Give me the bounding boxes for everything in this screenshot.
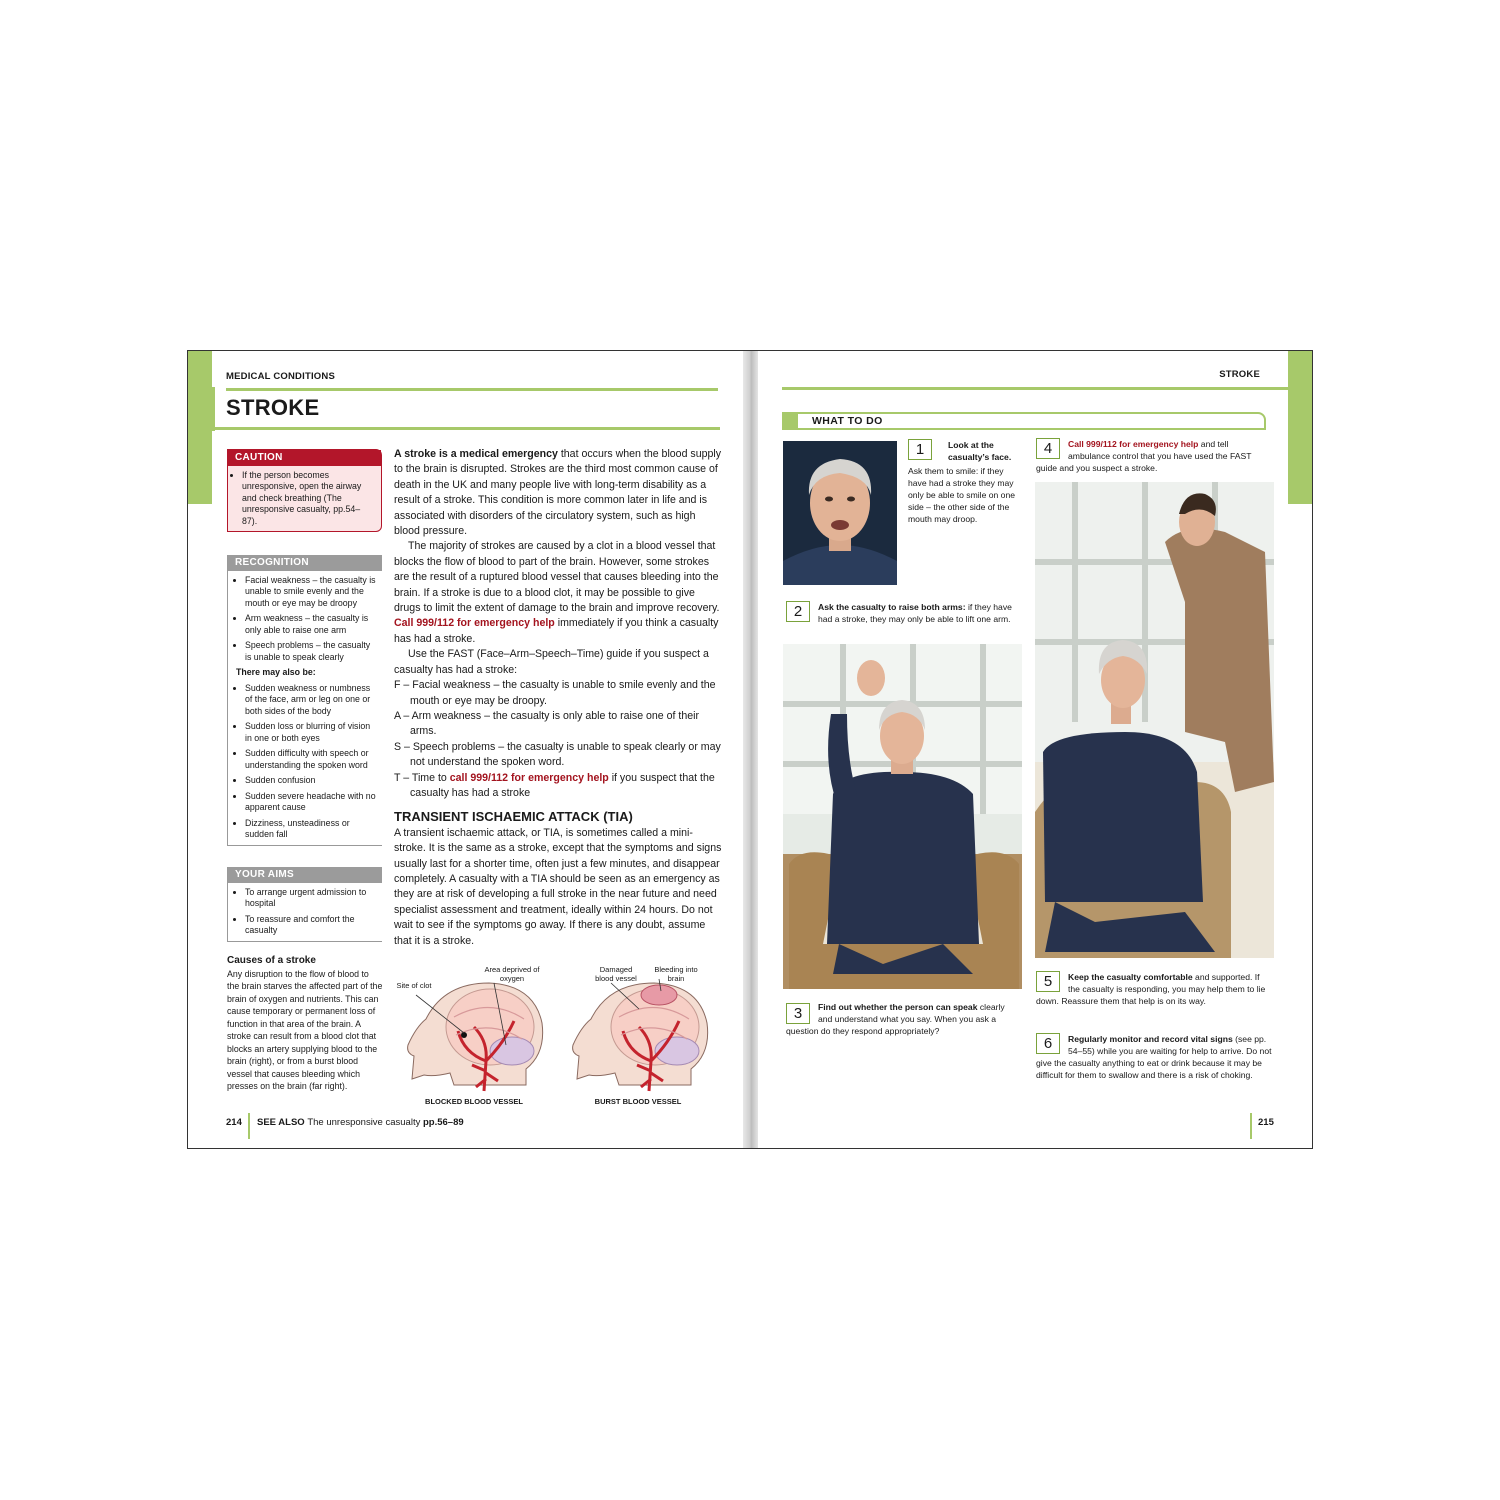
title-rule (212, 427, 720, 430)
step-number: 5 (1036, 971, 1060, 992)
step-number: 2 (786, 601, 810, 622)
burst-vessel-illustration (573, 979, 708, 1091)
callout-area-deprived: Area deprived of oxygen (484, 965, 540, 983)
step-1-text: Ask them to smile: if they have had a stroke they may only be able to smile on one side – the other side of the mouth may droop. (908, 466, 1016, 524)
fast-a: A – Arm weakness – the casualty is only able to raise one of their arms. (394, 709, 700, 738)
step-6-bold: Regularly monitor and record vital signs (1068, 1034, 1233, 1044)
causes-heading: Causes of a stroke (227, 955, 316, 966)
step-3 (786, 1001, 1018, 1037)
photo-calling-help (1035, 482, 1274, 958)
step-2-bold: Ask the casualty to raise both arms: (818, 602, 966, 612)
fast-t-call: call 999/112 for emergency help (449, 771, 609, 784)
recognition-also-item: • Dizziness, unsteadiness or sudden fall (245, 818, 378, 841)
fast-s: S – Speech problems – the casualty is unable to speak clearly or may not understand the spoken word. (394, 740, 721, 769)
step-4 (1036, 438, 1268, 474)
recognition-also-label: There may also be: (236, 667, 316, 677)
step-5 (1036, 971, 1272, 1007)
caution-heading: CAUTION (228, 450, 381, 466)
left-page (188, 351, 743, 1148)
photo-face (783, 441, 897, 585)
step-6 (1036, 1033, 1272, 1081)
recognition-also-item: • Sudden confusion (245, 775, 378, 787)
photo-calling-help-image (1035, 482, 1274, 958)
fast-t: T – Time to (394, 771, 450, 784)
callout-bleeding: Bleeding into brain (654, 965, 698, 983)
intro-lead: A stroke is a medical emergency (394, 448, 558, 460)
what-to-do-tab (784, 414, 798, 428)
page-number-rule-right (1250, 1113, 1252, 1139)
step-1-bold: Look at the casualty’s face. (948, 440, 1012, 462)
step-2 (786, 601, 1018, 625)
brain-illustrations (394, 961, 724, 1109)
intro-paragraph: that occurs when the blood supply to the brain is disrupted. Strokes are the third most common cause of death in the UK and many people live with long-term disability as a result of a stroke. This condition is more common later in life and is associated with disorders of the circulatory system, such as high blood pressure. (394, 448, 722, 538)
recognition-also-item: • Sudden loss or blurring of vision in one or both eyes (245, 721, 378, 744)
aims-heading: YOUR AIMS (228, 867, 382, 883)
recognition-heading: RECOGNITION (228, 555, 382, 571)
section-label-right: STROKE (1219, 369, 1260, 380)
caution-item: • If the person becomes unresponsive, open the airway and check breathing (The unresponsive casualty, pp.54–87). (242, 470, 373, 528)
section-label: MEDICAL CONDITIONS (226, 371, 335, 382)
left-page-green-tab (188, 351, 212, 504)
step-number: 1 (908, 439, 932, 460)
brain-figures (394, 961, 724, 1109)
caution-box (227, 449, 382, 532)
header-rule (226, 388, 718, 391)
blocked-vessel-illustration (408, 983, 543, 1091)
step-2-text: if they have had a stroke, they may only be able to lift one arm. (818, 602, 1012, 624)
step-5-bold: Keep the casualty comfortable (1068, 972, 1193, 982)
callout-damaged-vessel: Damaged blood vessel (595, 965, 637, 983)
recognition-also-item: • Sudden severe headache with no apparent cause (245, 791, 378, 814)
header-rule-right (782, 387, 1288, 390)
step-3-text: clearly and understand what you say. When you ask a question do they respond appropriately? (786, 1002, 1005, 1036)
figure-label-burst: BURST BLOOD VESSEL (594, 1097, 682, 1106)
step-4-text: and tell ambulance control that you have used the FAST guide and you suspect a stroke. (1036, 439, 1252, 473)
see-also-text: The unresponsive casualty (307, 1117, 423, 1128)
recognition-item: • Arm weakness – the casualty is only able to raise one arm (245, 613, 378, 636)
figure-label-blocked: BLOCKED BLOOD VESSEL (425, 1097, 523, 1106)
step-number: 4 (1036, 438, 1060, 459)
title-frame (212, 387, 221, 431)
right-page (758, 351, 1312, 1148)
intro-paragraph-2-end: immediately if you think a casualty has had a stroke. (394, 617, 719, 645)
step-3-bold: Find out whether the person can speak (818, 1002, 978, 1012)
aims-box (227, 867, 382, 942)
photo-face-image (783, 441, 897, 585)
fast-t-end: if you suspect that the casualty has had a stroke (410, 771, 715, 799)
book-spread (187, 350, 1313, 1149)
page-number-rule (248, 1113, 250, 1139)
what-to-do-heading: WHAT TO DO (812, 415, 883, 427)
causes-section (227, 955, 383, 1093)
see-also (257, 1117, 464, 1128)
what-to-do-banner (782, 412, 1266, 430)
step-1 (908, 439, 1020, 525)
recognition-also-item: • Sudden weakness or numbness of the face, arm or leg on one or both sides of the body (245, 683, 378, 718)
step-5-text: and supported. If the casualty is responding, you may help them to lie down. Reassure them that help is on its way. (1036, 972, 1266, 1006)
fast-f: F – Facial weakness – the casualty is unable to smile evenly and the mouth or eye may be droopy. (394, 679, 716, 707)
intro-paragraph-2: The majority of strokes are caused by a clot in a blood vessel that blocks the flow of blood to part of the brain. However, some strokes are the result of a ruptured blood vessel that causes bleeding into the brain. If a stroke is due to a blood clot, it may be possible to give drugs to limit the extent of damage to the brain and improve recovery. (394, 540, 720, 615)
right-page-green-tab (1288, 351, 1312, 504)
recognition-item: • Facial weakness – the casualty is unable to smile evenly and the mouth or eye may be droopy (245, 575, 378, 610)
step-4-bold: Call 999/112 for emergency help (1068, 439, 1199, 449)
main-text (394, 447, 724, 949)
step-number: 6 (1036, 1033, 1060, 1054)
photo-raising-arm (783, 644, 1022, 989)
recognition-box (227, 555, 382, 846)
photo-raising-arm-image (783, 644, 1022, 989)
emergency-call-text: Call 999/112 for emergency help (394, 617, 555, 630)
tia-text: A transient ischaemic attack, or TIA, is sometimes called a mini-stroke. It is the same as a stroke, except that the symptoms and signs usually last for a shorter time, often just a few minutes, and disappear completely. A casualty with a TIA should be seen as an emergency as they are at risk of developing a full stroke in the near future and need specialist assessment and treatment, ideally within 24 hours. Do not wait to see if the symptoms go away. If there is any doubt, assume that it is a stroke. (394, 826, 722, 947)
aims-item: • To arrange urgent admission to hospital (245, 887, 378, 910)
page-number-right: 215 (1258, 1117, 1274, 1128)
see-also-pages[interactable]: pp.56–89 (422, 1117, 464, 1128)
recognition-item: • Speech problems – the casualty is unable to speak clearly (245, 640, 378, 663)
callout-site-of-clot: Site of clot (396, 981, 432, 990)
tia-heading: TRANSIENT ISCHAEMIC ATTACK (TIA) (394, 809, 633, 825)
step-6-text: (see pp. 54–55) while you are waiting for help to arrive. Do not give the casualty anything to eat or drink because it may be difficult for them to swallow and there is a risk of choking. (1036, 1034, 1272, 1080)
step-number: 3 (786, 1003, 810, 1024)
fast-intro: Use the FAST (Face–Arm–Speech–Time) guide if you suspect a casualty has had a stroke: (394, 648, 709, 676)
see-also-label: SEE ALSO (257, 1117, 305, 1128)
causes-text: Any disruption to the flow of blood to the brain starves the affected part of the brain of oxygen and nutrients. This can cause temporary or permanent loss of function in that area of the brain. A stroke can result from a blood clot that blocks an artery supplying blood to the brain (right), or from a burst blood vessel that causes bleeding which presses on the brain (far right). (227, 968, 383, 1091)
page-number-left: 214 (226, 1117, 242, 1128)
recognition-also-item: • Sudden difficulty with speech or understanding the spoken word (245, 748, 378, 771)
book-gutter (743, 351, 758, 1148)
aims-item: • To reassure and comfort the casualty (245, 914, 378, 937)
page-title: STROKE (226, 395, 320, 420)
